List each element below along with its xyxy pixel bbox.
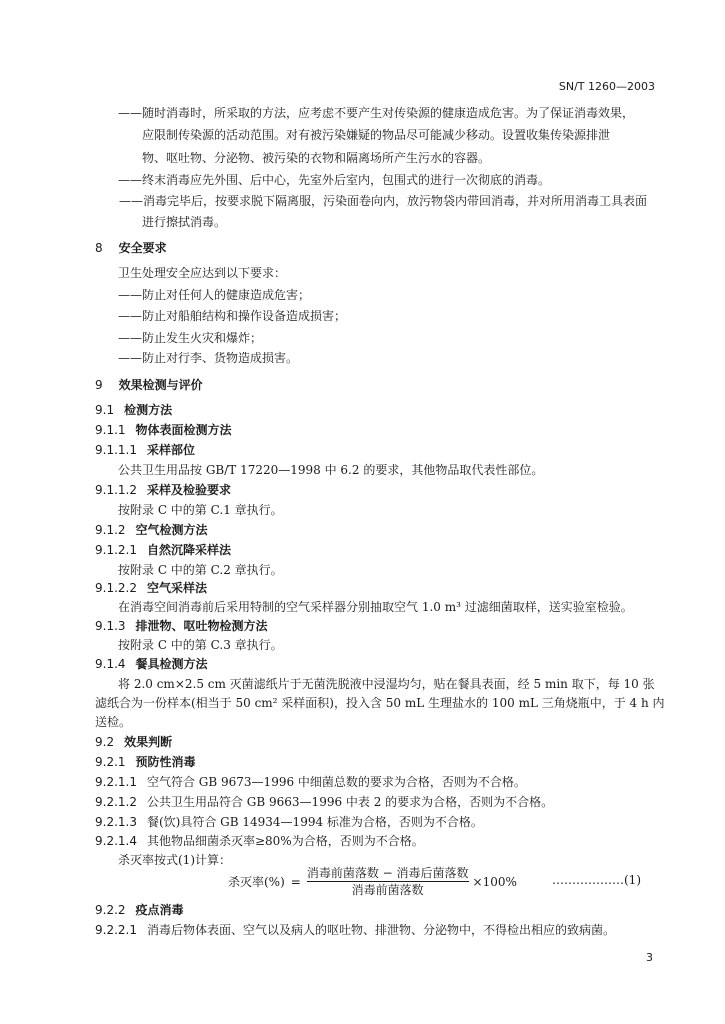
subsection-heading [95,657,208,671]
subsection-heading [95,523,208,537]
subsection-title: 预防性消毒 [135,755,196,769]
paragraph-line: 滤纸合为一份样本(相当于 50 cm² 采样面积)，投入含 50 mL 生理盐水的 100 mL 三角烧瓶中，于 4 h 内 [95,696,665,710]
subsection-number: 9.1.1 [95,423,126,437]
clause [95,775,526,789]
subsection-number: 9.1.1.2 [95,483,137,497]
subsection-number: 9.2.1 [95,755,126,769]
note-line: 进行擦拭消毒。 [142,215,227,229]
formula-factor: ×100% [472,874,517,889]
subsection-title: 疫点消毒 [135,903,184,917]
clause [95,795,553,809]
clause-number: 9.2.1.2 [95,795,137,809]
fraction-bar [307,881,469,882]
subsection-title: 餐具检测方法 [135,657,208,671]
paragraph: 按附录 C 中的第 C.3 章执行。 [118,638,283,652]
section-heading [95,378,203,392]
subsection-number: 9.1.3 [95,619,126,633]
clause [95,815,483,829]
subsection-title: 自然沉降采样法 [146,543,231,557]
dot-leader: ……………… [552,873,624,887]
formula-fraction [307,866,469,897]
section-title: 安全要求 [118,241,167,255]
note-line: ——随时消毒时，所采取的方法，应考虑不要产生对传染源的健康造成危害。为了保证消毒效果， [118,106,635,120]
list-item: ——防止对任何人的健康造成危害； [118,288,311,302]
subsection-heading [95,423,232,437]
subsection-title: 效果判断 [124,735,173,749]
formula-intro: 杀灭率按式(1)计算： [118,853,231,867]
paragraph-line: 送检。 [95,715,132,729]
clause-number: 9.2.1.3 [95,815,137,829]
subsection-title: 空气检测方法 [135,523,208,537]
subsection-title: 采样及检验要求 [146,483,231,497]
subsection-heading [95,581,207,595]
clause [95,834,424,848]
note-line: ——终末消毒应先外围、后中心，先室外后室内，包围式的进行一次彻底的消毒。 [118,173,551,187]
subsection-number: 9.1.2.2 [95,581,137,595]
note-line: ——消毒完毕后，按要求脱下隔离服，污染面卷向内，放污物袋内带回消毒，并对所用消毒工具表面 [119,194,648,208]
list-item: ——防止对船舶结构和操作设备造成损害； [118,309,347,323]
clause-text: 空气符合 GB 9673—1996 中细菌总数的要求为合格，否则为不合格。 [146,775,526,789]
formula-denominator: 消毒前菌落数 [351,883,424,897]
subsection-number: 9.1 [95,403,115,417]
paragraph: 卫生处理安全应达到以下要求： [118,266,287,280]
formula-equals: = [290,874,301,889]
clause-text: 公共卫生用品符合 GB 9663—1996 中表 2 的要求为合格，否则为不合格。 [146,795,554,809]
clause-number: 9.2.2.1 [95,923,137,937]
equation-label: (1) [624,873,641,887]
equation-number [552,873,641,887]
subsection-number: 9.2 [95,735,115,749]
paragraph-line: 将 2.0 cm×2.5 cm 灭菌滤纸片于无菌洗脱液中浸湿均匀，贴在餐具表面，经 5 min 取下，每 10 张 [118,677,655,691]
subsection-number: 9.1.2.1 [95,543,137,557]
subsection-heading [95,755,196,769]
section-number: 9 [95,378,103,392]
formula-numerator: 消毒前菌落数 − 消毒后菌落数 [306,866,469,880]
note-line: 物、呕吐物、分泌物、被污染的衣物和隔离场所产生污水的容器。 [142,151,491,165]
subsection-title: 检测方法 [124,403,173,417]
subsection-heading [95,443,195,457]
formula-lhs: 杀灭率(%) [228,874,285,889]
paragraph: 在消毒空间消毒前后采用特制的空气采样器分别抽取空气 1.0 m³ 过滤细菌取样，送实验室检验。 [118,600,633,614]
subsection-number: 9.1.2 [95,523,126,537]
subsection-heading [95,903,184,917]
paragraph: 公共卫生用品按 GB/T 17220—1998 中 6.2 的要求，其他物品取代表性部位。 [118,463,544,477]
clause-number: 9.2.1.4 [95,834,137,848]
paragraph: 按附录 C 中的第 C.1 章执行。 [118,503,283,517]
subsection-number: 9.1.1.1 [95,443,137,457]
subsection-title: 物体表面检测方法 [135,423,232,437]
page-number: 3 [646,951,653,964]
list-item: ——防止对行李、货物造成损害。 [118,351,299,365]
subsection-heading [95,483,231,497]
paragraph: 按附录 C 中的第 C.2 章执行。 [118,563,283,577]
subsection-title: 排泄物、呕吐物检测方法 [135,619,268,633]
clause-text: 餐(饮)具符合 GB 14934—1994 标准为合格，否则为不合格。 [146,815,483,829]
subsection-heading [95,403,172,417]
subsection-heading [95,619,268,633]
section-title: 效果检测与评价 [118,378,203,392]
list-item: ——防止发生火灾和爆炸； [118,331,263,345]
subsection-heading [95,543,231,557]
note-line: 应限制传染源的活动范围。对有被污染嫌疑的物品尽可能减少移动。设置收集传染源排泄 [142,128,611,142]
subsection-number: 9.2.2 [95,903,126,917]
subsection-heading [95,735,172,749]
clause [95,923,615,937]
section-heading [95,241,167,255]
clause-text: 消毒后物体表面、空气以及病人的呕吐物、排泄物、分泌物中，不得检出相应的致病菌。 [146,923,615,937]
section-number: 8 [95,241,103,255]
clause-text: 其他物品细菌杀灭率≥80%为合格，否则为不合格。 [146,834,424,848]
kill-rate-formula [228,866,517,897]
subsection-number: 9.1.4 [95,657,126,671]
clause-number: 9.2.1.1 [95,775,137,789]
document-code: SN/T 1260—2003 [558,80,655,93]
subsection-title: 空气采样法 [146,581,207,595]
subsection-title: 采样部位 [146,443,195,457]
